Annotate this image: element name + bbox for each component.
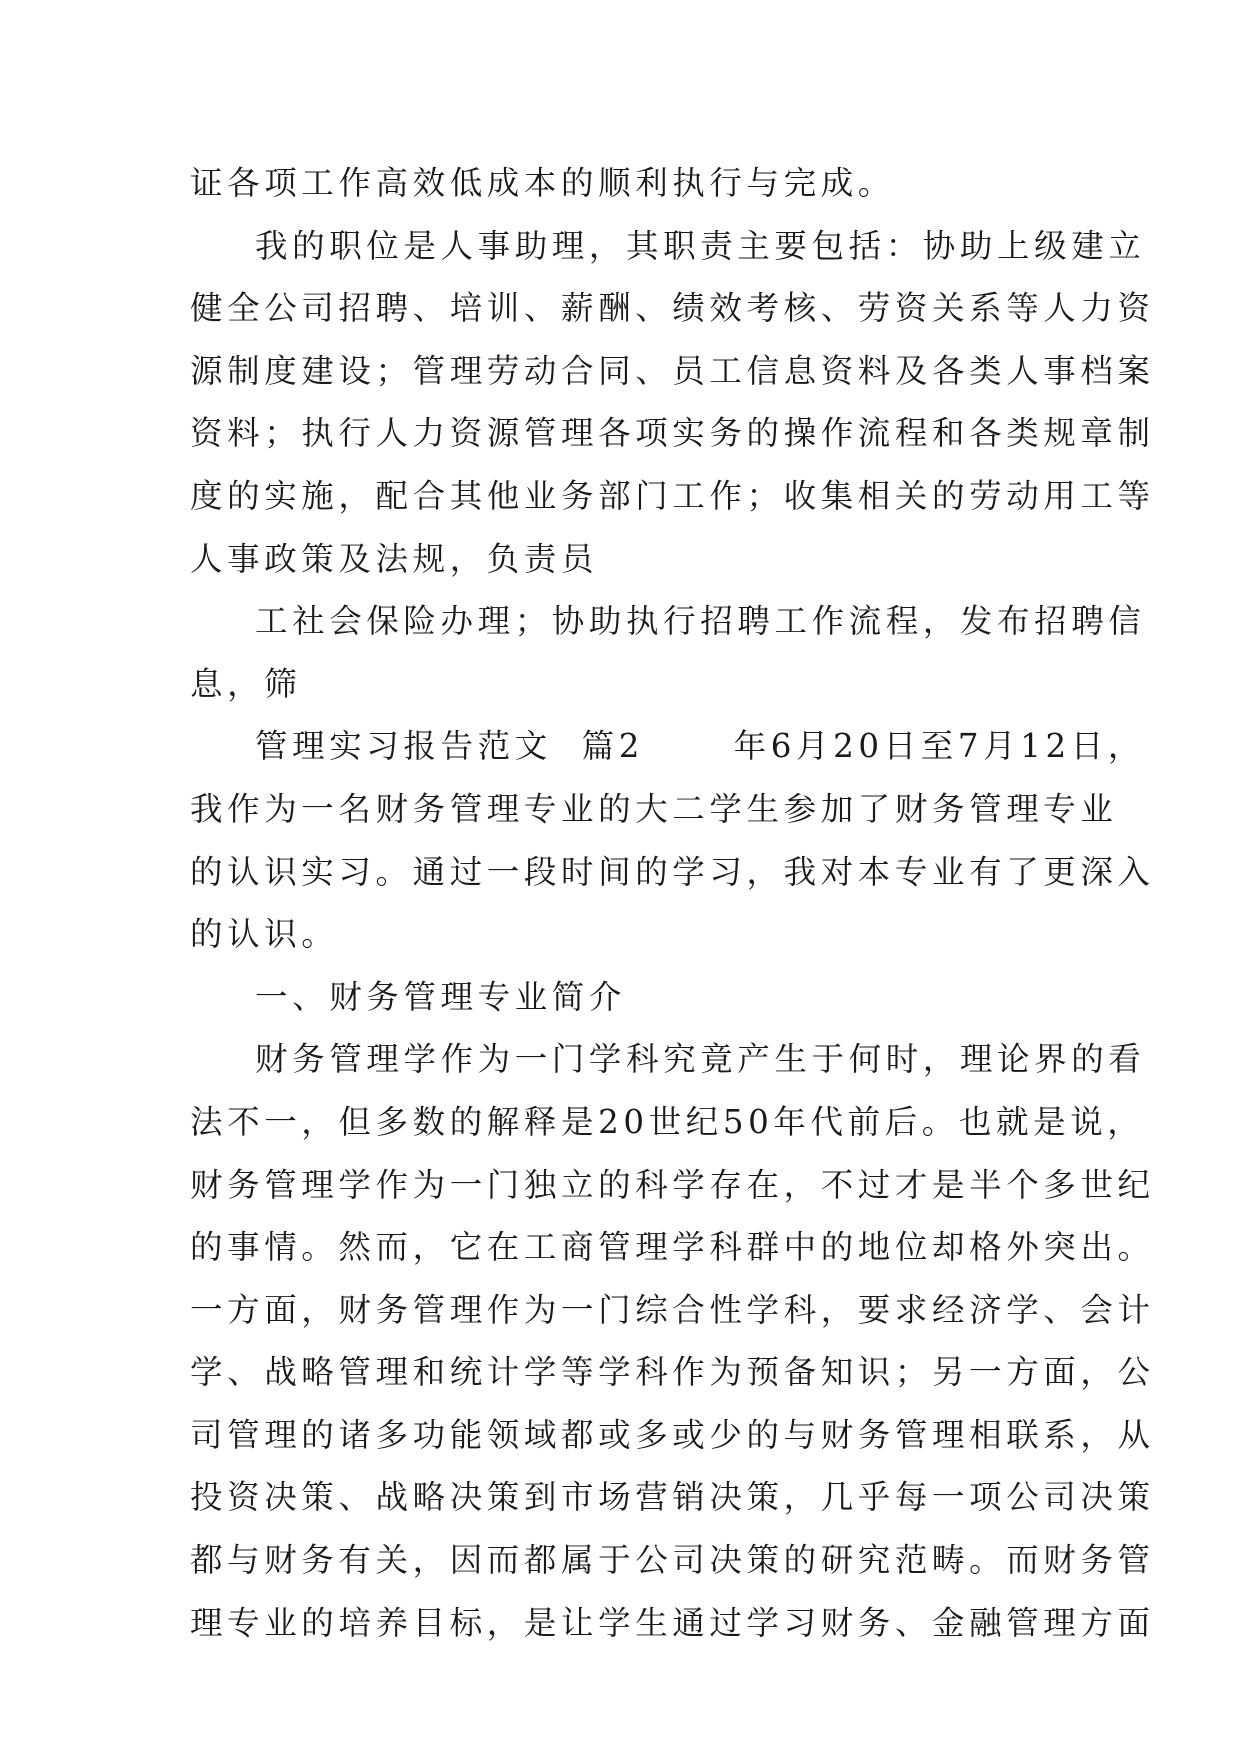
text-line: 我的职位是人事助理，其职责主要包括：协助上级建立: [255, 226, 1146, 265]
document-body: [190, 152, 1155, 1654]
text-line: 投资决策、战略决策到市场营销决策，几乎每一项公司决策: [190, 1478, 1155, 1517]
text-line: 都与财务有关，因而都属于公司决策的研究范畴。而财务管: [190, 1541, 1155, 1580]
text-line: 理专业的培养目标，是让学生通过学习财务、金融管理方面: [190, 1603, 1155, 1642]
text-line: 息，筛: [190, 664, 302, 703]
text-line: 资料；执行人力资源管理各项实务的操作流程和各类规章制: [190, 414, 1155, 453]
text-line: 源制度建设；管理劳动合同、员工信息资料及各类人事档案: [190, 351, 1155, 390]
text-line: 证各项工作高效低成本的顺利执行与完成。: [190, 164, 895, 202]
text-line: 管理实习报告范文 篇2 年6月20日至7月12日，: [255, 727, 1145, 766]
text-line: 度的实施，配合其他业务部门工作；收集相关的劳动用工等: [190, 476, 1155, 515]
text-line: 的认识实习。通过一段时间的学习，我对本专业有了更深入: [190, 852, 1155, 891]
text-line: 一方面，财务管理作为一门综合性学科，要求经济学、会计: [190, 1290, 1155, 1329]
text-line: 人事政策及法规，负责员: [190, 539, 599, 578]
text-line: 司管理的诸多功能领域都或多或少的与财务管理相联系，从: [190, 1415, 1155, 1454]
text-line: 学、战略管理和统计学等学科作为预备知识；另一方面，公: [190, 1353, 1155, 1392]
text-line: 我作为一名财务管理专业的大二学生参加了财务管理专业: [190, 789, 1118, 828]
text-line: 健全公司招聘、培训、薪酬、绩效考核、劳资关系等人力资: [190, 289, 1155, 328]
text-line: 法不一，但多数的解释是20世纪50年代前后。也就是说，: [190, 1102, 1145, 1141]
text-line: 财务管理学作为一门独立的科学存在，不过才是半个多世纪: [190, 1165, 1155, 1204]
text-line: 的认识。: [190, 915, 339, 954]
section-heading: 一、财务管理专业简介: [255, 977, 627, 1016]
text-line: 工社会保险办理；协助执行招聘工作流程，发布招聘信: [255, 602, 1146, 641]
text-line: 的事情。然而，它在工商管理学科群中的地位却格外突出。: [190, 1228, 1155, 1267]
text-line: 财务管理学作为一门学科究竟产生于何时，理论界的看: [255, 1040, 1146, 1079]
